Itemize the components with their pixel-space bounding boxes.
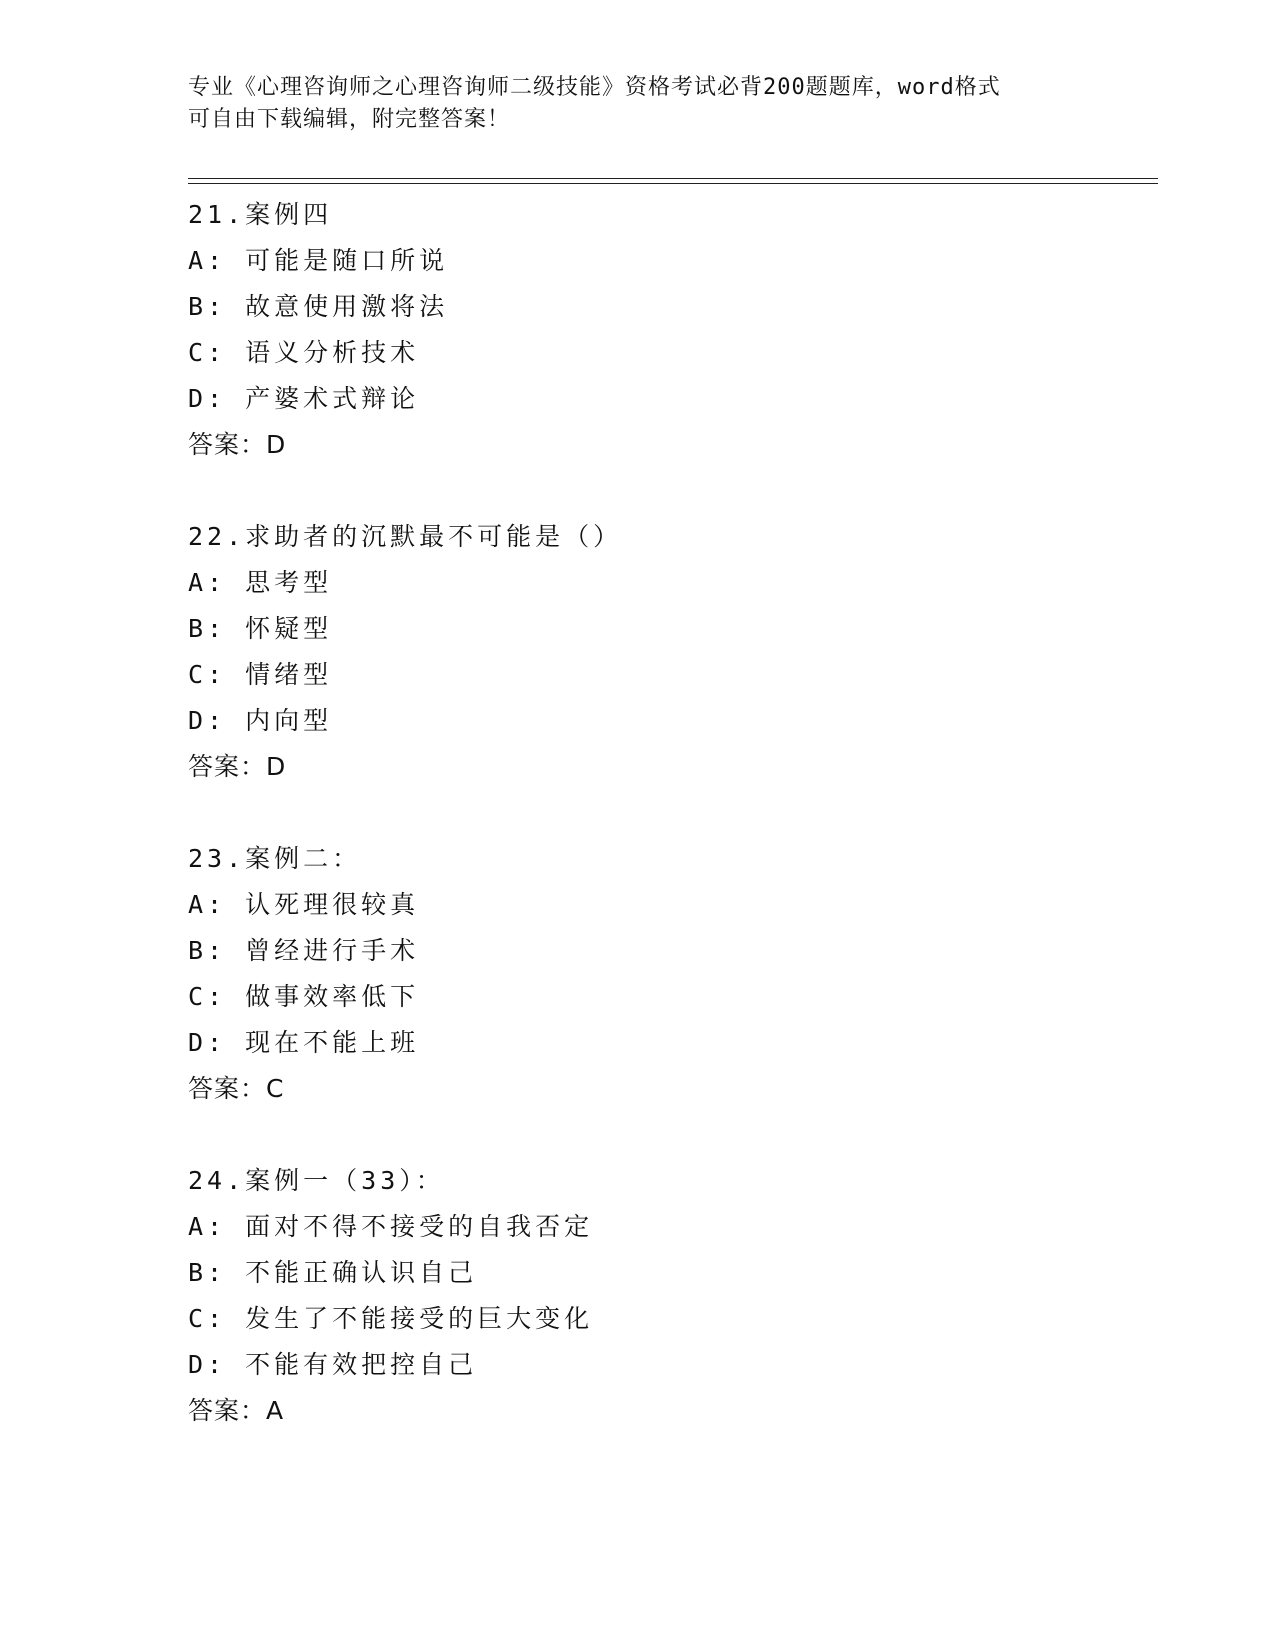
- question-22: [188, 514, 1148, 790]
- document-header: [188, 72, 1088, 136]
- question-24: [188, 1158, 1148, 1434]
- option-d: D: 产婆术式辩论: [188, 384, 420, 413]
- option-c: C: 发生了不能接受的巨大变化: [188, 1304, 594, 1333]
- option-a: A: 面对不得不接受的自我否定: [188, 1212, 594, 1241]
- question-stem: 24.案例一（33）：: [188, 1166, 445, 1195]
- answer-line: 答案：C: [188, 1074, 285, 1103]
- header-line-1: 专业《心理咨询师之心理咨询师二级技能》资格考试必背200题题库，word格式: [188, 75, 1001, 100]
- question-stem: 23.案例二：: [188, 844, 362, 873]
- option-d: D: 不能有效把控自己: [188, 1350, 478, 1379]
- question-23: [188, 836, 1148, 1112]
- option-d: D: 内向型: [188, 706, 333, 735]
- option-a: A: 思考型: [188, 568, 333, 597]
- answer-line: 答案：D: [188, 430, 287, 459]
- option-c: C: 情绪型: [188, 660, 333, 689]
- option-c: C: 语义分析技术: [188, 338, 420, 367]
- option-b: B: 不能正确认识自己: [188, 1258, 478, 1287]
- option-b: B: 故意使用激将法: [188, 292, 449, 321]
- option-b: B: 曾经进行手术: [188, 936, 420, 965]
- question-stem: 22.求助者的沉默最不可能是（）: [188, 522, 623, 551]
- option-a: A: 认死理很较真: [188, 890, 420, 919]
- option-a: A: 可能是随口所说: [188, 246, 449, 275]
- option-b: B: 怀疑型: [188, 614, 333, 643]
- header-divider-bottom: [188, 183, 1158, 184]
- option-c: C: 做事效率低下: [188, 982, 420, 1011]
- answer-line: 答案：D: [188, 752, 287, 781]
- question-21: [188, 192, 1148, 468]
- answer-line: 答案：A: [188, 1396, 285, 1425]
- option-d: D: 现在不能上班: [188, 1028, 420, 1057]
- header-divider-top: [188, 178, 1158, 179]
- question-list: [188, 192, 1148, 1480]
- question-stem: 21.案例四: [188, 200, 333, 229]
- header-line-2: 可自由下载编辑，附完整答案！: [188, 107, 511, 132]
